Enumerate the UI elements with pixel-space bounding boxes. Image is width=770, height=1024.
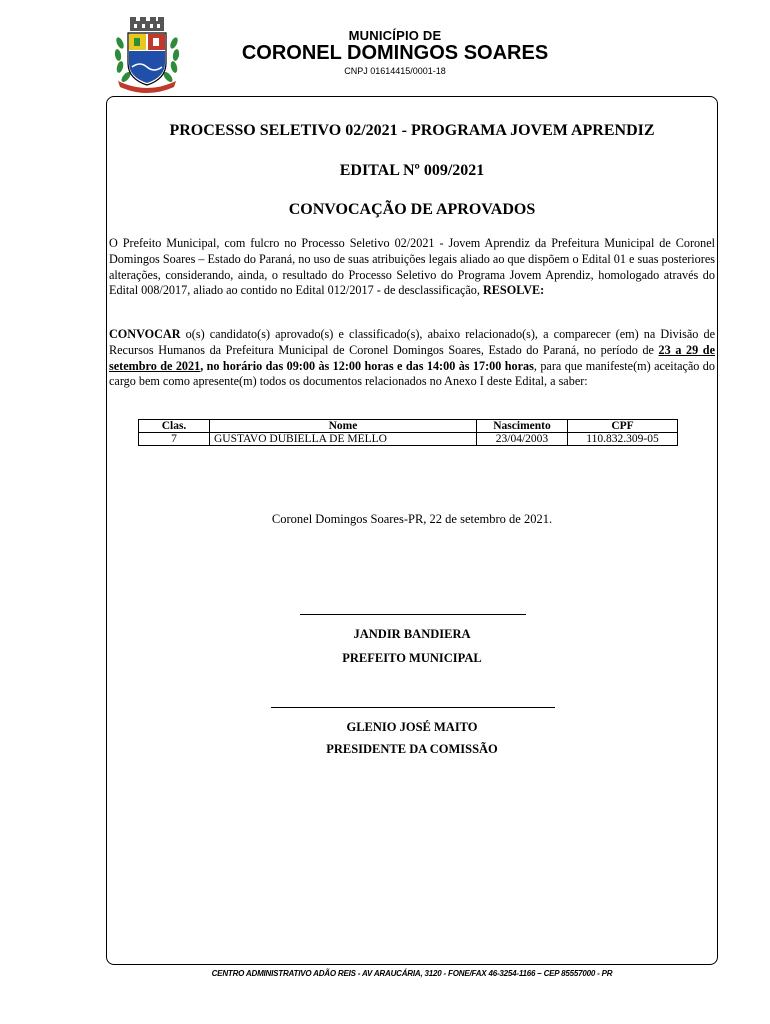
intro-paragraph — [109, 236, 715, 299]
table-header-row — [139, 420, 678, 433]
table-row — [139, 433, 678, 446]
hours-text: , no horário das 09:00 às 12:00 horas e das 14:00 às 17:00 horas — [200, 358, 534, 373]
signer-name-mayor: JANDIR BANDIERA — [353, 627, 471, 641]
col-cpf-header: CPF — [568, 420, 678, 433]
cell-cpf: 110.832.309-05 — [568, 433, 678, 446]
col-clas-header: Clas. — [139, 420, 210, 433]
coat-of-arms-icon — [110, 15, 184, 93]
cell-clas: 7 — [139, 433, 210, 446]
signer-name-president: GLENIO JOSÉ MAITO — [346, 720, 478, 734]
convocar-text: CONVOCAR — [109, 327, 181, 341]
edital-number: EDITAL Nº 009/2021 — [339, 162, 485, 179]
convocation-title: CONVOCAÇÃO DE APROVADOS — [288, 201, 536, 218]
period-text: 23 a 29 de setembro de 2021 — [109, 342, 715, 373]
convocation-text-b: , para que manifeste(m) aceitação do cargo bem como apresente(m) todos os documentos relacionados no Anexo I deste Edital, a saber: — [109, 358, 715, 389]
intro-text: O Prefeito Municipal, com fulcro no Processo Seletivo 02/2021 - Jovem Aprendiz da Prefeitura Municipal de Coronel Domingos Soares – Estado do Paraná, no uso de suas atribuições legais aliado ao que dispõem o Edital 01 e suas posteriores alterações, considerando, ainda, o resultado do Processo Seletivo do Programa Jovem Aprendiz, homologado através do Edital 008/2017, aliado ao contido no Edital 012/2017 - de desclassificação, — [109, 236, 715, 298]
resolve-text: RESOLVE: — [483, 283, 545, 298]
header-municipio: MUNICÍPIO DE — [348, 28, 442, 43]
document-frame — [106, 96, 718, 965]
signature-line-president — [271, 707, 555, 708]
approved-candidates-table — [138, 419, 678, 446]
header-cnpj: CNPJ 01614415/0001-18 — [344, 66, 446, 76]
col-nome-header: Nome — [210, 420, 477, 433]
col-nascimento-header: Nascimento — [477, 420, 568, 433]
cell-nome: GUSTAVO DUBIELLA DE MELLO — [210, 433, 477, 446]
footer-address: CENTRO ADMINISTRATIVO ADÃO REIS - AV ARAUCÁRIA, 3120 - FONE/FAX 46-3254-1166 – CEP 85557000 - PR — [211, 969, 613, 978]
signer-role-president: PRESIDENTE DA COMISSÃO — [326, 742, 498, 756]
convocation-text-a: o(s) candidato(s) aprovado(s) e classificado(s), abaixo relacionado(s), a comparecer (em) na Divisão de Recursos Humanos da Prefeitura Municipal de Coronel Domingos Soares, Estado do Paraná, no período de — [109, 327, 715, 357]
header-city-name: CORONEL DOMINGOS SOARES — [241, 42, 549, 64]
convocation-paragraph — [109, 327, 715, 390]
signature-line-mayor — [300, 614, 526, 615]
date-line: Coronel Domingos Soares-PR, 22 de setembro de 2021. — [271, 512, 553, 526]
cell-nascimento: 23/04/2003 — [477, 433, 568, 446]
signer-role-mayor: PREFEITO MUNICIPAL — [342, 651, 482, 665]
process-title: PROCESSO SELETIVO 02/2021 - PROGRAMA JOVEM APRENDIZ — [169, 122, 655, 139]
